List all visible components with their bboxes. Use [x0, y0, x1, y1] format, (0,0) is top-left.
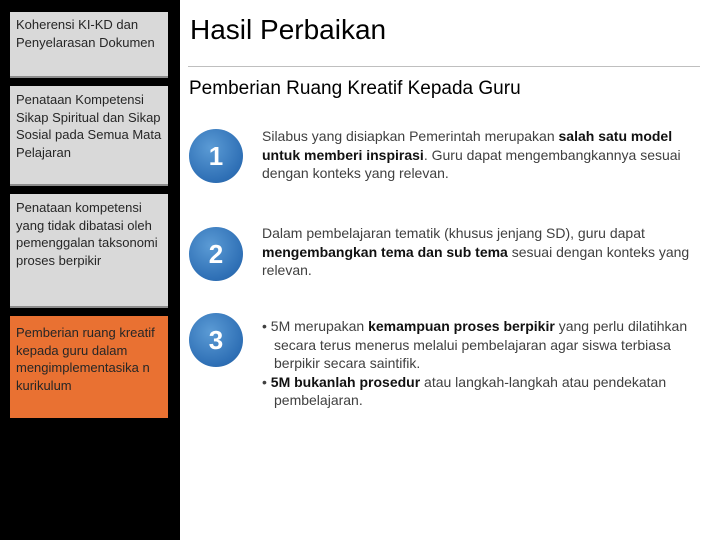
item-text-bold: kemampuan proses berpikir: [368, 318, 555, 334]
item-1-text: [262, 127, 702, 183]
item-text-part: atau langkah-langkah atau pendekatan pembelajaran.: [274, 373, 667, 408]
sidebar-item-kompetensi-sikap[interactable]: [10, 86, 168, 186]
number-badge-2: [189, 227, 243, 281]
item-text-part: sesuai dengan konteks yang relevan.: [262, 243, 690, 278]
item-text-part: Dalam pembelajaran tematik (khusus jenjang SD), guru dapat: [262, 225, 645, 241]
section-subtitle: Pemberian Ruang Kreatif Kepada Guru: [189, 78, 521, 99]
item-text-bold: 5M bukanlah prosedur: [270, 373, 421, 390]
bullet-item: [262, 373, 702, 410]
sidebar: [0, 0, 180, 540]
sidebar-item-taksonomi[interactable]: [10, 194, 168, 308]
sidebar-item-koherensi[interactable]: [10, 12, 168, 78]
item-3-text: [262, 317, 702, 410]
item-text-part: •: [262, 373, 271, 390]
item-text-bold: mengembangkan tema dan sub tema: [262, 243, 508, 260]
item-text-part: Silabus yang disiapkan Pemerintah merupakan: [262, 128, 559, 144]
sidebar-item-label: Penataan Kompetensi Sikap Spiritual dan Sikap Sosial pada Semua Mata Pelajaran: [16, 92, 162, 160]
item-text-part: . Guru dapat mengembangkannya sesuai dengan konteks yang relevan.: [262, 146, 681, 181]
title-divider: [188, 66, 700, 67]
sidebar-item-label: Koherensi KI-KD dan Penyelarasan Dokumen: [16, 17, 155, 50]
number-badge-3: [189, 313, 243, 367]
bullet-item: [262, 317, 702, 373]
sidebar-item-ruang-kreatif[interactable]: [10, 316, 168, 418]
item-2-text: [262, 224, 702, 280]
item-text-bold: salah satu model untuk memberi inspirasi: [262, 128, 673, 163]
page-title: Hasil Perbaikan: [190, 14, 387, 45]
sidebar-item-label: Pemberian ruang kreatif kepada guru dalam mengimplementasika n kurikulum: [16, 325, 155, 393]
sidebar-item-label: Penataan kompetensi yang tidak dibatasi oleh pemenggalan taksonomi proses berpikir: [16, 200, 158, 268]
item-text-part: yang perlu dilatihkan secara terus menerus melalui pembelajaran agar siswa terbiasa berpikir secara saintifik.: [274, 318, 688, 371]
number-label: 2: [208, 238, 224, 269]
number-label: 1: [208, 140, 224, 171]
number-badge-1: [189, 129, 243, 183]
item-text-part: • 5M merupakan: [262, 318, 369, 334]
number-label: 3: [208, 324, 224, 355]
